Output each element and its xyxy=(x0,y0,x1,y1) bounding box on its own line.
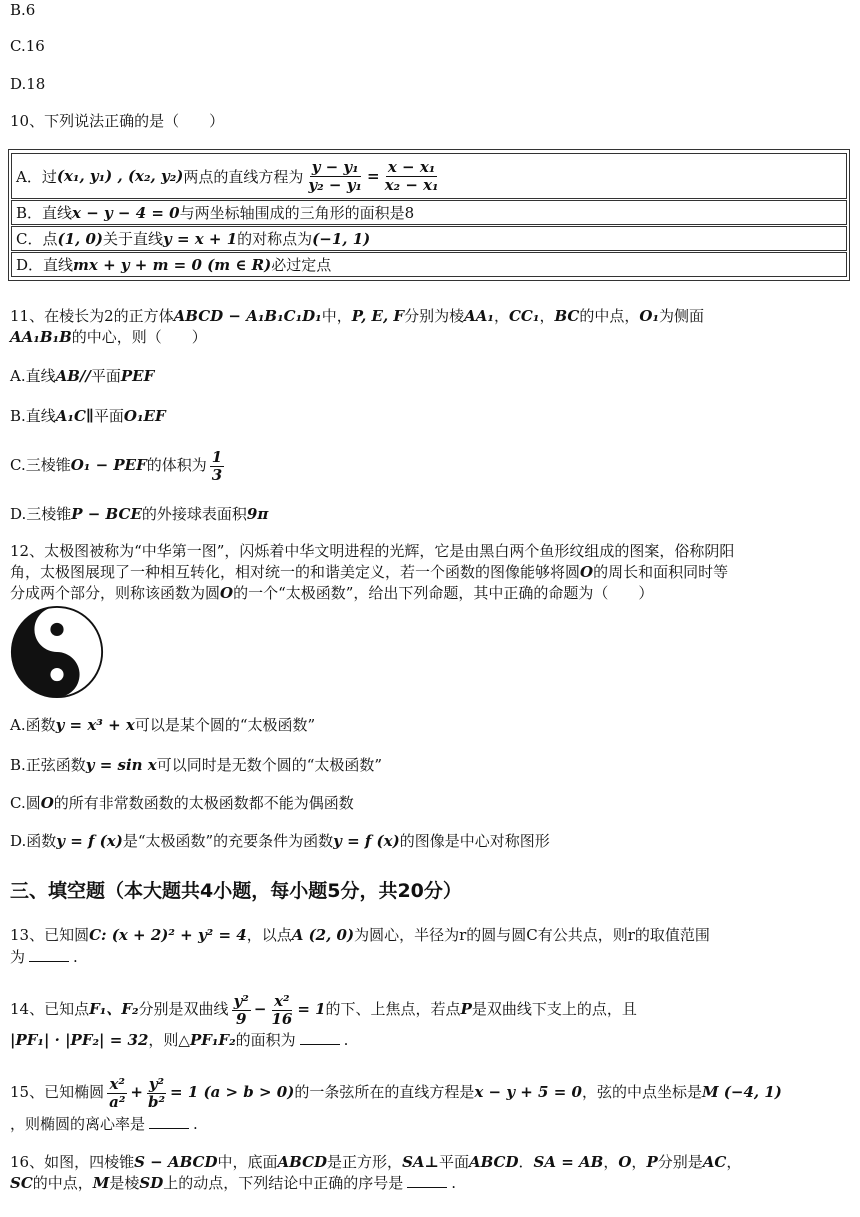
q15-line1 xyxy=(10,1073,782,1111)
math: SC xyxy=(10,1174,33,1192)
fraction xyxy=(146,1076,167,1111)
math: ABCD − A₁B₁C₁D₁ xyxy=(173,307,322,325)
math: O xyxy=(618,1153,632,1171)
text: 可以同时是无数个圆的“太极函数” xyxy=(156,756,383,774)
fraction xyxy=(269,993,294,1028)
q16-line1 xyxy=(10,1152,741,1172)
math: x − y + 5 = 0 xyxy=(474,1083,582,1101)
q10-options-table xyxy=(8,149,850,281)
text: 中， xyxy=(321,307,352,325)
q15-line2 xyxy=(10,1114,198,1134)
q11-option-b xyxy=(10,406,166,426)
frac-numerator: x² xyxy=(109,1074,125,1093)
q10-option-d-text2: 必过定点 xyxy=(271,256,332,274)
text: 为 xyxy=(10,948,26,966)
frac-denominator: 9 xyxy=(235,1009,247,1028)
q10-option-c-math3: (−1, 1) xyxy=(312,229,371,248)
text: 为侧面 xyxy=(659,307,705,325)
text: . xyxy=(73,948,78,966)
math: O₁EF xyxy=(123,407,166,425)
text: B.正弦函数 xyxy=(10,756,86,774)
q13-line2 xyxy=(10,947,78,967)
answer-blank[interactable] xyxy=(300,1030,340,1045)
q10-option-a-frac2 xyxy=(383,159,441,194)
math: P, E, F xyxy=(351,307,405,325)
text: 的下、上焦点，若点 xyxy=(325,1000,461,1018)
q9-option-c: C.16 xyxy=(10,37,45,55)
frac-denominator: 3 xyxy=(211,465,223,484)
math: = 1 (a > b > 0) xyxy=(170,1083,295,1101)
text: 上的动点，下列结论中正确的序号是 xyxy=(163,1174,404,1192)
section-heading: 三、填空题（本大题共4小题，每小题5分，共20分） xyxy=(10,880,462,902)
math: O xyxy=(580,563,594,581)
frac-numerator: x − x₁ xyxy=(387,157,436,176)
fraction xyxy=(232,993,251,1028)
q10-option-c xyxy=(11,226,847,251)
q10-option-a-frac1 xyxy=(306,159,364,194)
math: A (2, 0) xyxy=(291,926,355,944)
text: . xyxy=(451,1174,457,1192)
text: 分别是 xyxy=(657,1153,703,1171)
math: A₁C∥ xyxy=(55,407,94,425)
frac-denominator: x₂ − x₁ xyxy=(384,175,439,194)
q16-line2 xyxy=(10,1173,456,1193)
q14-line2 xyxy=(10,1030,348,1050)
q11-option-c xyxy=(10,445,227,485)
text: B.直线 xyxy=(10,407,56,425)
frac-numerator: y² xyxy=(233,991,249,1010)
text: 的图像是中心对称图形 xyxy=(399,832,550,850)
text: ，以点 xyxy=(246,926,292,944)
math: O₁ xyxy=(639,307,660,325)
text: 平面 xyxy=(90,367,121,385)
math: O₁ − PEF xyxy=(70,456,147,474)
frac-numerator: y² xyxy=(148,1074,165,1093)
q10-option-c-text3: 的对称点为 xyxy=(237,230,313,248)
q10-option-c-text2: 关于直线 xyxy=(103,230,164,248)
q12-stem-line3 xyxy=(10,583,653,603)
q12-option-a xyxy=(10,715,315,735)
q10-stem: 10、下列说法正确的是（ ） xyxy=(10,112,225,130)
text: 14、已知点 xyxy=(10,1000,90,1018)
text: 的周长和面积同时等 xyxy=(593,563,729,581)
answer-blank[interactable] xyxy=(407,1173,447,1188)
q10-option-d-math: mx + y + m = 0 (m ∈ R) xyxy=(73,255,272,274)
q10-option-d-text: D．直线 xyxy=(16,256,74,274)
math: BC xyxy=(554,307,580,325)
answer-blank[interactable] xyxy=(29,947,69,962)
answer-blank[interactable] xyxy=(149,1114,189,1129)
math: O xyxy=(40,794,54,812)
fraction xyxy=(210,449,224,484)
math: AA₁B₁B xyxy=(10,328,72,346)
frac-numerator: 1 xyxy=(211,447,223,466)
text: ． xyxy=(518,1153,534,1171)
q12-stem-line2 xyxy=(10,562,728,582)
text: ， xyxy=(603,1153,619,1171)
frac-denominator: y₂ − y₁ xyxy=(308,175,362,194)
math: + xyxy=(130,1083,143,1101)
q11-stem-line1 xyxy=(10,306,704,326)
q10-option-a-points: (x₁, y₁) , (x₂, y₂) xyxy=(56,167,184,185)
text: 平面 xyxy=(93,407,124,425)
text: 平面 xyxy=(438,1153,469,1171)
frac-denominator: 16 xyxy=(271,1009,293,1028)
q10-option-c-text: C．点 xyxy=(16,230,58,248)
text: . xyxy=(343,1031,349,1049)
text: ，弦的中点坐标是 xyxy=(581,1083,702,1101)
q12-stem-line1: 12、太极图被称为“中华第一图”，闪烁着中华文明进程的光辉，它是由黑白两个鱼形纹组成的图案，俗称阴阳 xyxy=(10,542,735,560)
math: M xyxy=(92,1174,110,1192)
math: SD xyxy=(139,1174,164,1192)
q10-option-a-text2: 两点的直线方程为 xyxy=(183,167,304,186)
text: 16、如图，四棱锥 xyxy=(10,1153,135,1171)
text: 的中心，则（ ） xyxy=(71,328,207,346)
math: SA = AB xyxy=(533,1153,604,1171)
text: 中，底面 xyxy=(217,1153,278,1171)
text: 的体积为 xyxy=(146,456,207,474)
math: F₁、F₂ xyxy=(89,1000,139,1018)
text: 分别是双曲线 xyxy=(138,1000,229,1018)
text: ， xyxy=(493,307,509,325)
q11-option-d xyxy=(10,504,268,524)
math: AB// xyxy=(55,367,91,385)
text: C.圆 xyxy=(10,794,41,812)
text: A.直线 xyxy=(10,367,56,385)
math: 9π xyxy=(246,505,269,523)
frac-denominator: b² xyxy=(147,1092,166,1111)
math: PEF xyxy=(120,367,155,385)
q10-option-c-math2: y = x + 1 xyxy=(163,229,238,248)
q11-stem-line2 xyxy=(10,327,207,347)
text: 15、已知椭圆 xyxy=(10,1083,105,1101)
text: 可以是某个圆的“太极函数” xyxy=(134,716,316,734)
math: AA₁ xyxy=(464,307,494,325)
q10-option-b xyxy=(11,200,847,225)
text: 的一个“太极函数”，给出下列命题，其中正确的命题为（ ） xyxy=(233,584,654,602)
text: 的中点， xyxy=(32,1174,93,1192)
text: A.函数 xyxy=(10,716,56,734)
taiji-yin-yang-image xyxy=(10,605,104,699)
text: . xyxy=(193,1115,198,1133)
text: 是双曲线下支上的点，且 xyxy=(471,1000,637,1018)
q12-option-d xyxy=(10,831,550,851)
text: 是棱 xyxy=(109,1174,140,1192)
text: 11、在棱长为2的正方体 xyxy=(10,307,174,325)
text: 分别为棱 xyxy=(404,307,465,325)
q10-option-b-text: B．直线 xyxy=(16,204,73,222)
equals-sign: = xyxy=(367,167,380,185)
text: 的一条弦所在的直线方程是 xyxy=(294,1083,475,1101)
math: − xyxy=(253,1000,267,1018)
text: 的面积为 xyxy=(235,1031,296,1049)
text: 是正方形， xyxy=(327,1153,403,1171)
math: y = f (x) xyxy=(56,832,123,850)
math: P xyxy=(646,1153,658,1171)
math: P − BCE xyxy=(71,505,142,523)
text: 的所有非常数函数的太极函数都不能为偶函数 xyxy=(53,794,354,812)
q12-option-b xyxy=(10,755,382,775)
math: P xyxy=(460,1000,472,1018)
text: 为圆心，半径为r的圆与圆C有公共点，则r的取值范围 xyxy=(354,926,710,944)
q12-option-c xyxy=(10,793,354,813)
math: M (−4, 1) xyxy=(701,1083,782,1101)
frac-denominator: a² xyxy=(109,1092,126,1111)
q10-option-a xyxy=(11,153,847,199)
text: 角，太极图展现了一种相互转化，相对统一的和谐美定义，若一个函数的图像能够将圆 xyxy=(10,563,581,581)
q10-option-d xyxy=(11,252,847,277)
text: C.三棱锥 xyxy=(10,456,71,474)
math: y = sin x xyxy=(85,756,157,774)
math: CC₁ xyxy=(508,307,540,325)
q11-option-a xyxy=(10,366,154,386)
text: 分成两个部分，则称该函数为圆 xyxy=(10,584,221,602)
math: PF₁F₂ xyxy=(189,1031,236,1049)
text: D.函数 xyxy=(10,832,57,850)
text: 的中点， xyxy=(579,307,640,325)
math: |PF₁| · |PF₂| = 32 xyxy=(10,1031,149,1049)
fraction xyxy=(107,1076,127,1111)
q10-option-b-text2: 与两坐标轴围成的三角形的面积是8 xyxy=(179,204,415,222)
math: ABCD xyxy=(277,1153,328,1171)
frac-numerator: x² xyxy=(274,991,290,1010)
text: 的外接球表面积 xyxy=(141,505,247,523)
q9-option-b: B.6 xyxy=(10,1,36,19)
text: 是“太极函数”的充要条件为函数 xyxy=(122,832,334,850)
math: C: (x + 2)² + y² = 4 xyxy=(89,926,247,944)
text: D.三棱锥 xyxy=(10,505,72,523)
frac-numerator: y − y₁ xyxy=(311,157,359,176)
text: ， xyxy=(539,307,555,325)
q10-option-c-math1: (1, 0) xyxy=(57,229,103,248)
q14-line1 xyxy=(10,990,637,1028)
q9-option-d: D.18 xyxy=(10,75,46,93)
math: AC xyxy=(702,1153,727,1171)
math: S − ABCD xyxy=(134,1153,218,1171)
q10-option-b-math: x − y − 4 = 0 xyxy=(72,203,180,222)
text: ，则椭圆的离心率是 xyxy=(10,1115,146,1133)
text: ， xyxy=(726,1153,742,1171)
text: 13、已知圆 xyxy=(10,926,90,944)
math: y = x³ + x xyxy=(55,716,135,734)
math: ABCD xyxy=(468,1153,519,1171)
text: ，则△ xyxy=(148,1031,190,1049)
text: ， xyxy=(631,1153,647,1171)
q10-option-a-text: A．过 xyxy=(16,167,57,186)
math: O xyxy=(220,584,234,602)
math: = 1 xyxy=(297,1000,326,1018)
math: SA⊥ xyxy=(402,1153,439,1171)
math: y = f (x) xyxy=(333,832,400,850)
q13-line1 xyxy=(10,925,710,945)
